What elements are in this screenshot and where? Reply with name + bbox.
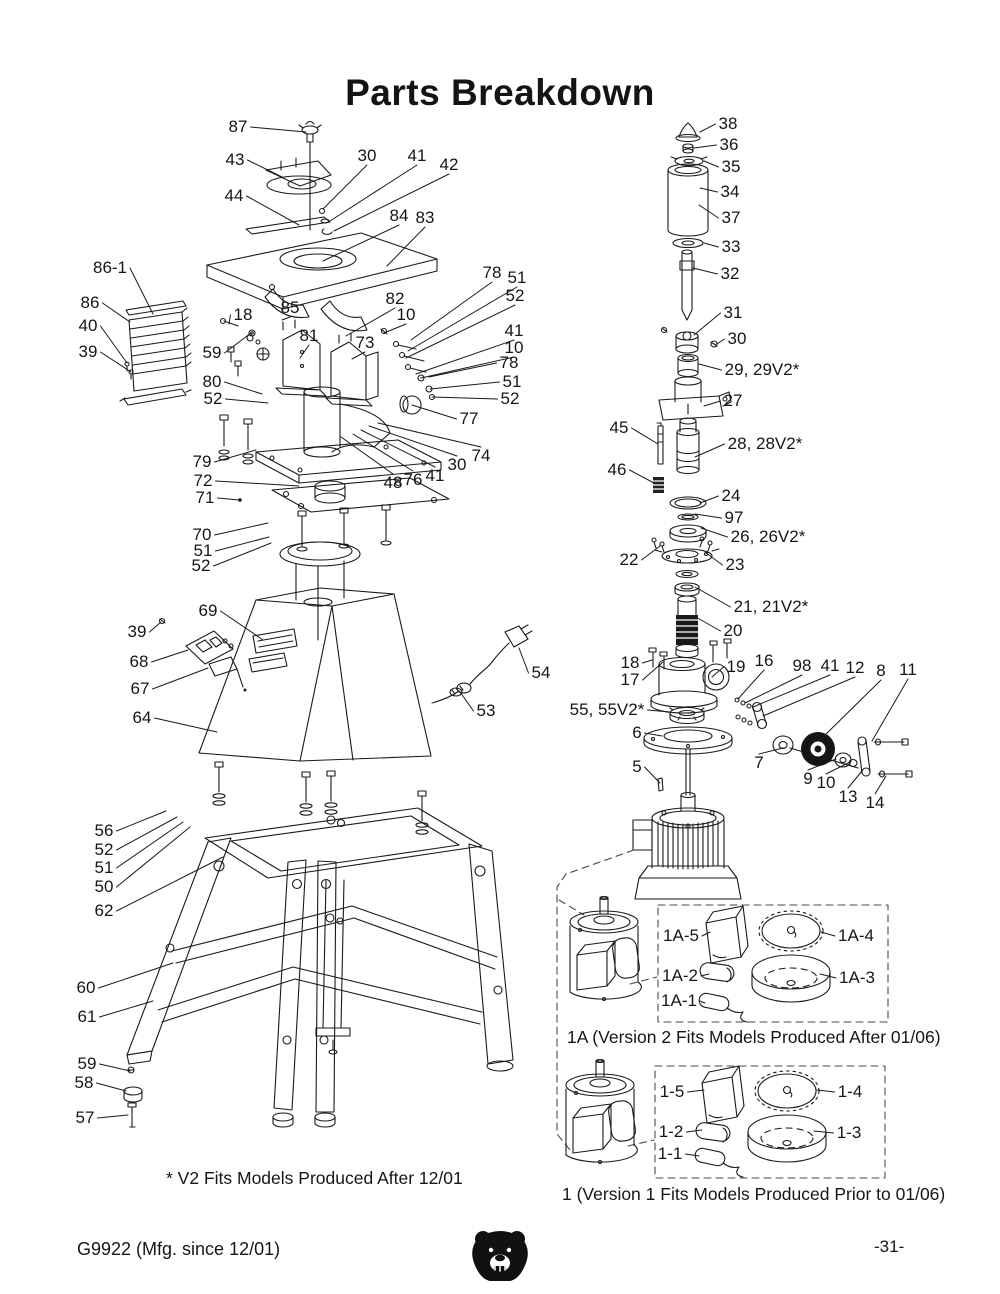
part-label-17: 17 (620, 670, 640, 690)
part-label-70: 70 (192, 525, 212, 545)
part-label-80: 80 (202, 372, 222, 392)
part-label-74: 74 (471, 446, 491, 466)
part-label-24: 24 (721, 486, 741, 506)
part-label-83: 83 (415, 208, 435, 228)
part-label-8: 8 (876, 661, 886, 681)
part-label-51: 51 (193, 541, 213, 561)
part-label-62: 62 (94, 901, 114, 921)
part-label-23: 23 (725, 555, 745, 575)
part-label-1A-5: 1A-5 (663, 926, 699, 946)
motor-assembly (633, 639, 912, 899)
part-label-86-1: 86-1 (92, 258, 128, 278)
part-label-41: 41 (504, 321, 524, 341)
part-label-53: 53 (476, 701, 496, 721)
part-label-52: 52 (500, 389, 520, 409)
part-label-41: 41 (820, 656, 840, 676)
part-label-5555V2: 55, 55V2* (569, 700, 645, 720)
part-label-10: 10 (504, 338, 524, 358)
spindle-assembly (652, 123, 731, 658)
part-label-30: 30 (447, 455, 467, 475)
part-label-57: 57 (75, 1108, 95, 1128)
part-label-78: 78 (499, 353, 519, 373)
part-label-20: 20 (723, 621, 743, 641)
part-label-52: 52 (94, 840, 114, 860)
part-label-46: 46 (607, 460, 627, 480)
part-label-69: 69 (198, 601, 218, 621)
part-label-34: 34 (720, 182, 740, 202)
part-label-76: 76 (403, 470, 423, 490)
part-label-19: 19 (726, 657, 746, 677)
version-2-caption: 1A (Version 2 Fits Models Produced After 01/06) (567, 1027, 941, 1047)
part-label-54: 54 (531, 663, 551, 683)
part-label-38: 38 (718, 114, 738, 134)
part-label-39: 39 (127, 622, 147, 642)
part-label-45: 45 (609, 418, 629, 438)
part-label-1-3: 1-3 (836, 1123, 862, 1143)
part-label-81: 81 (299, 326, 319, 346)
part-label-2121V2: 21, 21V2* (733, 597, 809, 617)
part-label-1A-2: 1A-2 (662, 966, 698, 986)
part-label-2626V2: 26, 26V2* (730, 527, 806, 547)
part-label-64: 64 (132, 708, 152, 728)
stand-assembly (124, 762, 513, 1127)
part-label-1-2: 1-2 (658, 1122, 684, 1142)
part-label-71: 71 (195, 488, 215, 508)
part-label-77: 77 (459, 409, 479, 429)
part-label-35: 35 (721, 157, 741, 177)
version-1-caption: 1 (Version 1 Fits Models Produced Prior to 01/06) (562, 1184, 946, 1204)
part-label-12: 12 (845, 658, 865, 678)
motor-version-1 (566, 1060, 637, 1164)
part-label-68: 68 (129, 652, 149, 672)
part-label-67: 67 (130, 679, 150, 699)
part-label-36: 36 (719, 135, 739, 155)
part-label-22: 22 (619, 550, 639, 570)
part-label-52: 52 (505, 286, 525, 306)
part-label-51: 51 (502, 372, 522, 392)
part-label-60: 60 (76, 978, 96, 998)
footnote: * V2 Fits Models Produced After 12/01 (166, 1168, 463, 1188)
part-label-41: 41 (425, 466, 445, 486)
part-label-18: 18 (620, 653, 640, 673)
part-label-51: 51 (94, 858, 114, 878)
part-label-56: 56 (94, 821, 114, 841)
part-label-82: 82 (385, 289, 405, 309)
part-label-1A-4: 1A-4 (838, 926, 874, 946)
part-label-1-5: 1-5 (659, 1082, 685, 1102)
part-label-59: 59 (202, 343, 222, 363)
part-label-59: 59 (77, 1054, 97, 1074)
part-label-86: 86 (80, 293, 100, 313)
part-label-78: 78 (482, 263, 502, 283)
part-label-32: 32 (720, 264, 740, 284)
part-label-39: 39 (78, 342, 98, 362)
part-label-1-1: 1-1 (657, 1144, 683, 1164)
part-label-40: 40 (78, 316, 98, 336)
part-label-50: 50 (94, 877, 114, 897)
part-label-52: 52 (203, 389, 223, 409)
part-label-42: 42 (439, 155, 459, 175)
dust-bellows (120, 301, 191, 405)
part-label-73: 73 (355, 333, 375, 353)
part-label-18: 18 (233, 305, 253, 325)
part-label-79: 79 (192, 452, 212, 472)
part-label-52: 52 (191, 556, 211, 576)
part-label-10: 10 (396, 305, 416, 325)
part-label-14: 14 (865, 793, 885, 813)
part-label-61: 61 (77, 1007, 97, 1027)
part-label-13: 13 (838, 787, 858, 807)
part-label-11: 11 (899, 660, 917, 680)
part-label-6: 6 (632, 723, 642, 743)
part-label-2828V2: 28, 28V2* (727, 434, 803, 454)
model-text: G9922 (Mfg. since 12/01) (77, 1239, 281, 1259)
part-label-37: 37 (721, 208, 741, 228)
part-label-30: 30 (357, 146, 377, 166)
part-label-27: 27 (723, 391, 743, 411)
part-label-97: 97 (724, 508, 744, 528)
version-2-parts (698, 906, 830, 1022)
part-label-7: 7 (754, 753, 764, 773)
part-label-58: 58 (74, 1073, 94, 1093)
part-label-85: 85 (280, 298, 300, 318)
part-label-87: 87 (228, 117, 248, 137)
part-label-2929V2: 29, 29V2* (724, 360, 800, 380)
part-label-5: 5 (632, 757, 642, 777)
part-label-1A-1: 1A-1 (661, 991, 697, 1011)
part-label-72: 72 (193, 471, 213, 491)
motor-version-2 (570, 897, 641, 1001)
part-label-31: 31 (723, 303, 743, 323)
part-label-41: 41 (407, 146, 427, 166)
part-label-43: 43 (225, 150, 245, 170)
part-label-10: 10 (816, 773, 836, 793)
part-label-98: 98 (792, 656, 812, 676)
part-label-30: 30 (727, 329, 747, 349)
part-label-48: 48 (383, 473, 403, 493)
part-label-44: 44 (224, 186, 244, 206)
part-label-1A-3: 1A-3 (839, 968, 875, 988)
part-label-84: 84 (389, 206, 409, 226)
grizzly-bear-icon (472, 1231, 528, 1281)
part-label-16: 16 (754, 651, 774, 671)
part-label-51: 51 (507, 268, 527, 288)
part-label-33: 33 (721, 237, 741, 257)
part-label-1-4: 1-4 (837, 1082, 863, 1102)
part-label-9: 9 (803, 769, 813, 789)
version-1-parts (694, 1066, 826, 1177)
page-number: -31- (874, 1237, 905, 1256)
page-title: Parts Breakdown (345, 72, 655, 113)
carriage-assembly (219, 387, 449, 640)
